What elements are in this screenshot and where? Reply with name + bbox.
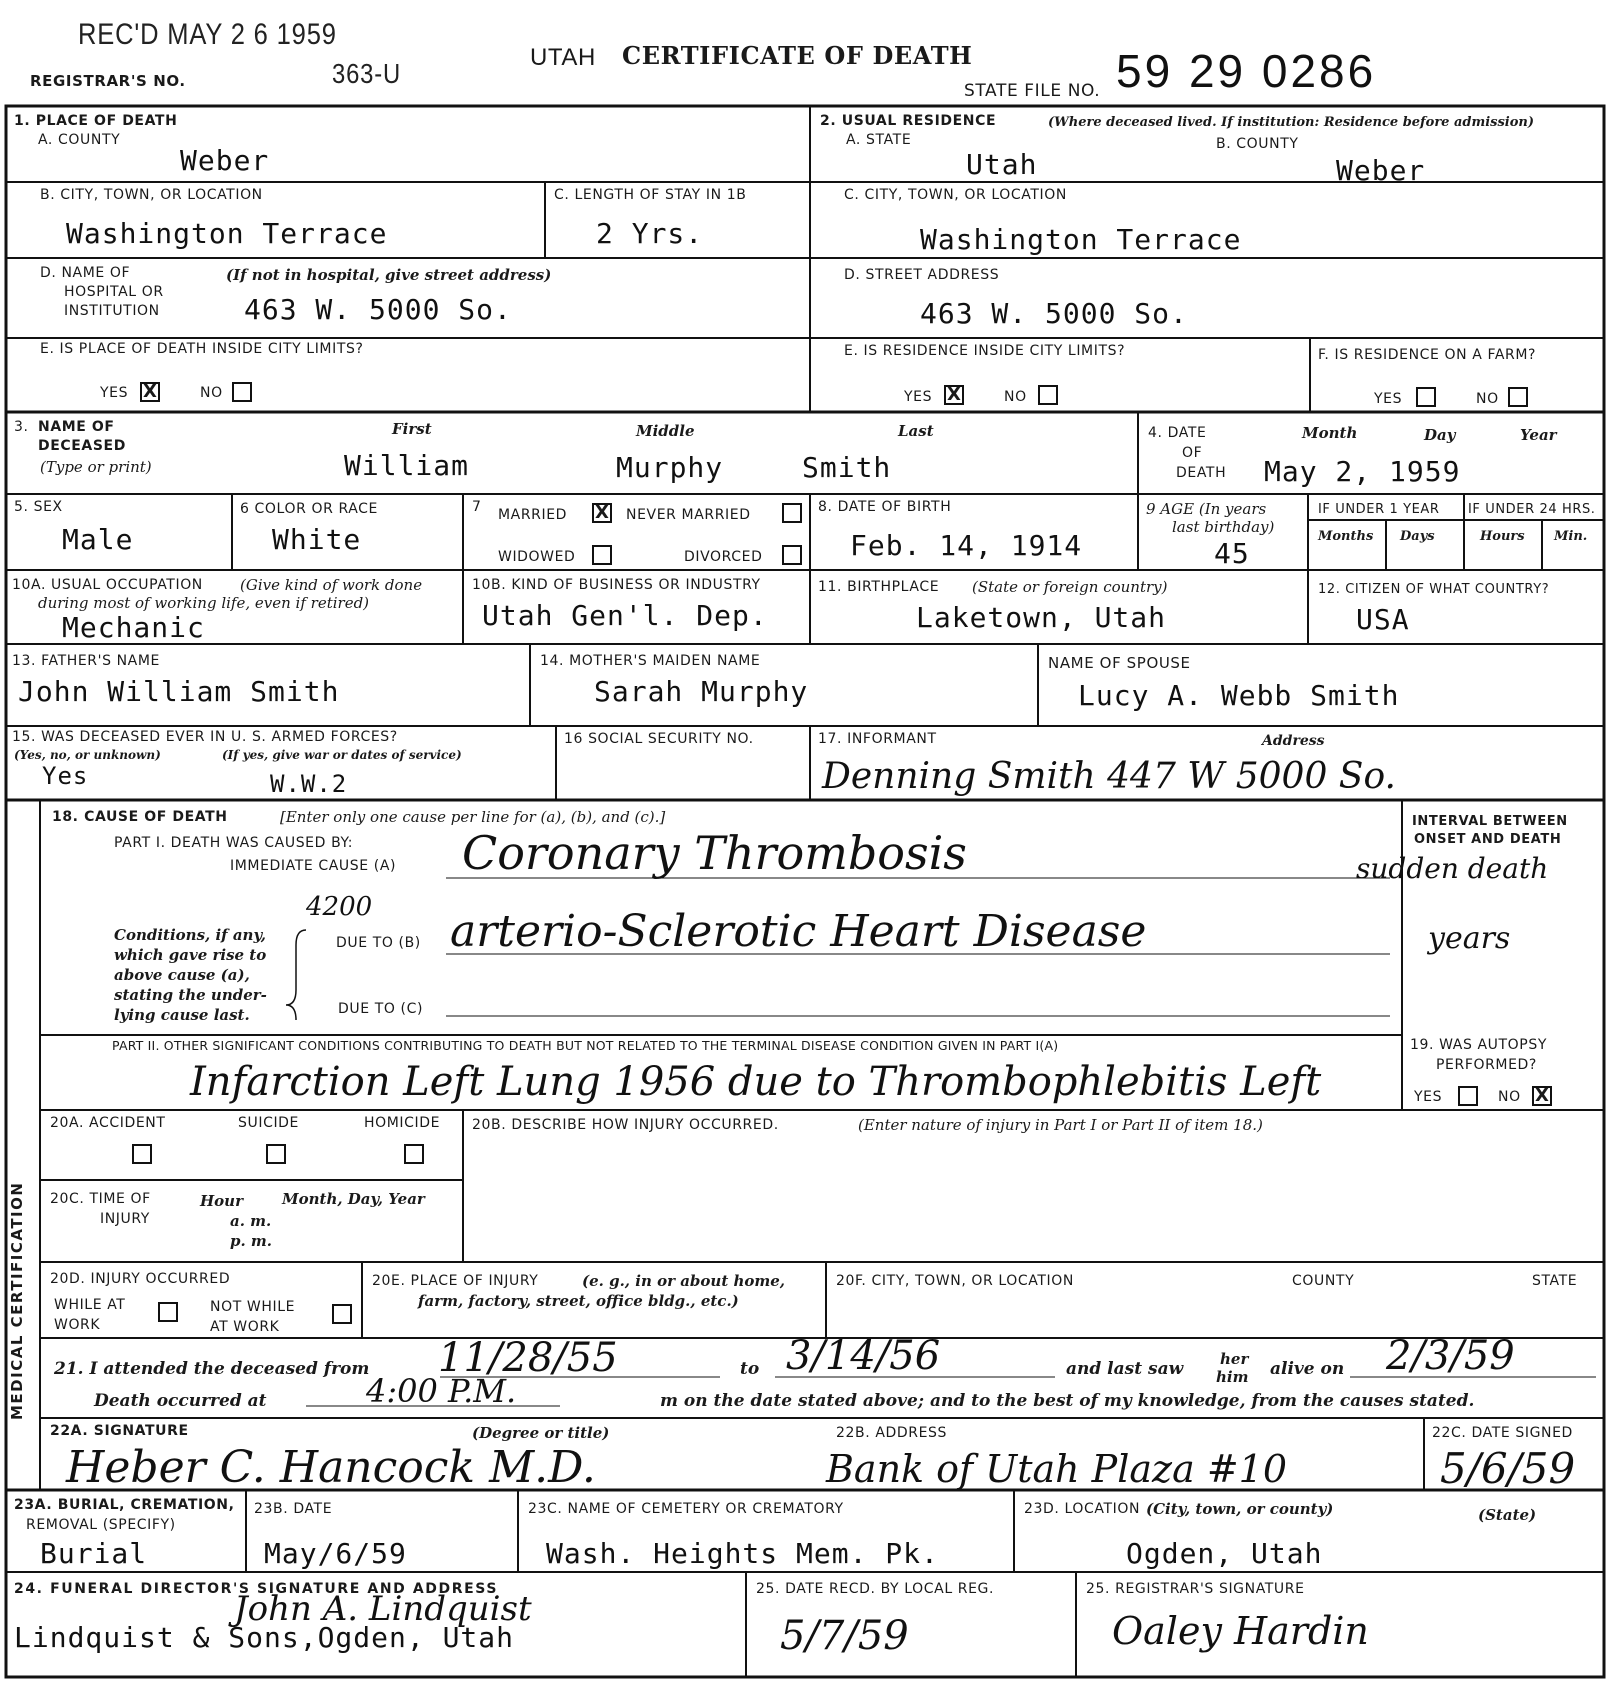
signer-address: Bank of Utah Plaza #10	[826, 1447, 1288, 1491]
first-name: William	[344, 449, 470, 482]
age-label-2: last birthday)	[1172, 518, 1275, 536]
autopsy-yes-checkbox[interactable]	[1458, 1086, 1478, 1106]
part-2-label: PART II. OTHER SIGNIFICANT CONDITIONS CONTRIBUTING TO DEATH BUT NOT RELATED TO THE TERMINAL DISEASE CONDITION GIVEN IN PART I(A)	[112, 1038, 1059, 1053]
time-of-injury-label-1: 20C. TIME OF	[50, 1191, 151, 1207]
date-signed-label: 22C. DATE SIGNED	[1432, 1425, 1573, 1441]
place-of-injury-label: 20E. PLACE OF INJURY	[372, 1273, 539, 1289]
her-label: her	[1220, 1350, 1249, 1368]
funeral-director-label: 24. FUNERAL DIRECTOR'S SIGNATURE AND ADDRESS	[14, 1581, 499, 1597]
cause-label: 18. CAUSE OF DEATH	[52, 809, 228, 825]
cemetery: Wash. Heights Mem. Pk.	[546, 1537, 939, 1570]
not-at-work-label-2: AT WORK	[210, 1319, 280, 1335]
race-label: 6 COLOR OR RACE	[240, 501, 378, 517]
conditions-4: stating the under-	[114, 986, 267, 1004]
residence-inside-limits-label: E. IS RESIDENCE INSIDE CITY LIMITS?	[844, 343, 1126, 359]
residence-street-label: D. STREET ADDRESS	[844, 267, 1000, 283]
death-city-label: B. CITY, TOWN, OR LOCATION	[40, 187, 263, 203]
attended-to-date: 3/14/56	[786, 1333, 941, 1379]
death-limits-yes-checkbox[interactable]: X	[140, 382, 160, 402]
minutes-label: Min.	[1554, 529, 1588, 544]
armed-forces-label: 15. WAS DECEASED EVER IN U. S. ARMED FORCES?	[12, 729, 398, 745]
last-name-label: Last	[898, 422, 934, 440]
local-reg-date: 5/7/59	[780, 1613, 909, 1659]
conditions-3: above cause (a),	[114, 966, 250, 984]
cause-note: [Enter only one cause per line for (a), (b), and (c).]	[280, 808, 666, 826]
describe-injury-label: 20B. DESCRIBE HOW INJURY OCCURRED.	[472, 1117, 779, 1133]
alive-on-label: alive on	[1270, 1359, 1345, 1379]
due-to-b: arterio-Sclerotic Heart Disease	[450, 906, 1147, 957]
hospital-label-2: HOSPITAL OR	[64, 284, 164, 300]
armed-forces: Yes	[42, 762, 89, 790]
divorced-label: DIVORCED	[684, 549, 763, 565]
while-at-work-label-2: WORK	[54, 1317, 101, 1333]
accident-label: 20A. ACCIDENT	[50, 1115, 166, 1131]
hospital-note: (If not in hospital, give street address)	[226, 266, 552, 284]
age-label-1: 9 AGE (In years	[1146, 500, 1267, 518]
am-label: a. m.	[230, 1212, 272, 1230]
registrar-no-label: REGISTRAR'S NO.	[30, 72, 186, 90]
under-1-year-label: IF UNDER 1 YEAR	[1318, 502, 1440, 517]
hours-label: Hours	[1480, 529, 1525, 544]
signer-address-label: 22B. ADDRESS	[836, 1425, 948, 1441]
year-label: Year	[1520, 426, 1557, 444]
residence-state-label: A. STATE	[846, 132, 912, 148]
day-label: Day	[1424, 426, 1456, 444]
citizen: USA	[1356, 603, 1410, 636]
pm-label: p. m.	[230, 1232, 273, 1250]
farm-no-label: NO	[1476, 391, 1499, 407]
ssn-label: 16 SOCIAL SECURITY NO.	[564, 731, 754, 747]
widowed-label: WIDOWED	[498, 549, 576, 565]
injury-date-label: Month, Day, Year	[282, 1190, 425, 1208]
date-of-death-label-1: 4. DATE	[1148, 425, 1207, 441]
injury-state-label: STATE	[1532, 1273, 1578, 1289]
date-of-death: May 2, 1959	[1264, 455, 1461, 488]
residence-limits-yes-checkbox[interactable]: X	[944, 385, 964, 405]
residence-limits-yes-label: YES	[904, 389, 933, 405]
residence-label: 2. USUAL RESIDENCE	[820, 113, 997, 129]
autopsy-no-label: NO	[1498, 1089, 1521, 1105]
suicide-checkbox[interactable]	[266, 1144, 286, 1164]
conditions-1: Conditions, if any,	[114, 926, 266, 944]
never-married-label: NEVER MARRIED	[626, 507, 751, 523]
received-stamp: REC'D MAY 2 6 1959	[78, 18, 337, 51]
married-label: MARRIED	[498, 507, 568, 523]
residence-county: Weber	[1336, 154, 1426, 187]
residence-state: Utah	[966, 148, 1038, 181]
registrar-no: 363-U	[332, 58, 402, 89]
due-to-b-label: DUE TO (B)	[336, 935, 421, 951]
signature-label: 22A. SIGNATURE	[50, 1423, 189, 1439]
hospital-label-1: D. NAME OF	[40, 265, 131, 281]
months-label: Months	[1318, 529, 1374, 544]
interval-label-2: ONSET AND DEATH	[1414, 832, 1562, 847]
funeral-director: Lindquist & Sons,Ogden, Utah	[14, 1621, 515, 1654]
days-label: Days	[1400, 529, 1435, 544]
while-at-work-checkbox[interactable]	[158, 1302, 178, 1322]
place-of-injury-note-2: farm, factory, street, office bldg., etc.)	[418, 1292, 739, 1310]
mother-name: Sarah Murphy	[594, 675, 809, 708]
hospital-address: 463 W. 5000 So.	[244, 293, 512, 326]
autopsy-label-1: 19. WAS AUTOPSY	[1410, 1037, 1547, 1053]
residence-street: 463 W. 5000 So.	[920, 297, 1188, 330]
age: 45	[1214, 537, 1250, 570]
farm-label: F. IS RESIDENCE ON A FARM?	[1318, 347, 1537, 363]
marital-num: 7	[472, 499, 482, 515]
month-label: Month	[1302, 424, 1358, 442]
title-state: UTAH	[530, 44, 596, 71]
stay-length: 2 Yrs.	[596, 217, 704, 250]
informant-address-label: Address	[1262, 733, 1325, 749]
burial-date: May/6/59	[264, 1537, 407, 1570]
state-file-number: 59 29 0286	[1116, 45, 1377, 97]
part-1-label: PART I. DEATH WAS CAUSED BY:	[114, 835, 354, 851]
date-signed: 5/6/59	[1440, 1444, 1576, 1493]
middle-name-label: Middle	[636, 422, 695, 440]
homicide-checkbox[interactable]	[404, 1144, 424, 1164]
cause-code: 4200	[306, 892, 373, 922]
burial-location-label: 23D. LOCATION	[1024, 1501, 1141, 1517]
accident-checkbox[interactable]	[132, 1144, 152, 1164]
under-24-hours-label: IF UNDER 24 HRS.	[1468, 502, 1596, 517]
sex: Male	[62, 523, 134, 556]
birthplace: Laketown, Utah	[916, 601, 1167, 634]
informant-handwritten: Denning Smith 447 W 5000 So.	[822, 756, 1396, 797]
death-county: Weber	[180, 144, 270, 177]
widowed-checkbox[interactable]	[592, 545, 612, 565]
name-num: 3.	[14, 419, 29, 435]
burial-location: Ogden, Utah	[1126, 1537, 1323, 1570]
injury-county-label: COUNTY	[1292, 1273, 1355, 1289]
immediate-cause-label: IMMEDIATE CAUSE (A)	[230, 858, 397, 874]
injury-city-label: 20F. CITY, TOWN, OR LOCATION	[836, 1273, 1074, 1289]
death-occurred-label: Death occurred at	[94, 1391, 267, 1411]
due-to-c-label: DUE TO (C)	[338, 1001, 424, 1017]
date-of-death-label-3: DEATH	[1176, 465, 1227, 481]
page-title: CERTIFICATE OF DEATH	[622, 41, 973, 70]
farm-yes-label: YES	[1374, 391, 1403, 407]
never-married-checkbox[interactable]	[782, 503, 802, 523]
burial-label-1: 23A. BURIAL, CREMATION,	[14, 1497, 235, 1513]
hour-label: Hour	[200, 1192, 243, 1210]
death-limits-no-label: NO	[200, 385, 223, 401]
death-county-label: A. COUNTY	[38, 132, 121, 148]
registrar-signature: Oaley Hardin	[1112, 1609, 1369, 1653]
death-statement: m on the date stated above; and to the best of my knowledge, from the causes stated.	[660, 1391, 1475, 1411]
death-inside-limits-label: E. IS PLACE OF DEATH INSIDE CITY LIMITS?	[40, 341, 364, 357]
physician-signature: Heber C. Hancock M.D.	[66, 1442, 596, 1493]
local-reg-date-label: 25. DATE RECD. BY LOCAL REG.	[756, 1581, 995, 1597]
occupation: Mechanic	[62, 611, 205, 644]
residence-limits-no-checkbox[interactable]	[1038, 385, 1058, 405]
interval-label-1: INTERVAL BETWEEN	[1412, 814, 1568, 829]
service-war: W.W.2	[270, 770, 348, 798]
last-saw-label: and last saw	[1066, 1359, 1184, 1379]
suicide-label: SUICIDE	[238, 1115, 299, 1131]
degree-label: (Degree or title)	[472, 1424, 610, 1442]
business-label: 10B. KIND OF BUSINESS OR INDUSTRY	[472, 577, 761, 593]
while-at-work-label-1: WHILE AT	[54, 1297, 126, 1313]
autopsy-no-checkbox[interactable]: X	[1532, 1086, 1552, 1106]
him-label: him	[1216, 1368, 1249, 1386]
occupation-label: 10A. USUAL OCCUPATION	[12, 577, 203, 593]
date-of-death-label-2: OF	[1182, 445, 1203, 461]
informant-label: 17. INFORMANT	[818, 731, 937, 747]
spouse-label: NAME OF SPOUSE	[1048, 654, 1191, 672]
birthplace-note: (State or foreign country)	[972, 578, 1168, 596]
death-limits-no-checkbox[interactable]	[232, 382, 252, 402]
stay-label: C. LENGTH OF STAY IN 1B	[554, 187, 747, 203]
armed-forces-note-1: (Yes, no, or unknown)	[14, 748, 161, 762]
registrar-signature-label: 25. REGISTRAR'S SIGNATURE	[1086, 1581, 1305, 1597]
burial-location-note: (City, town, or county)	[1146, 1500, 1334, 1518]
immediate-cause-interval: sudden death	[1356, 852, 1549, 885]
part-2-conditions: Infarction Left Lung 1956 due to Thrombophlebitis Left	[190, 1059, 1322, 1105]
burial-date-label: 23B. DATE	[254, 1501, 333, 1517]
residence-city: Washington Terrace	[920, 223, 1242, 256]
sex-label: 5. SEX	[14, 499, 63, 515]
father-name: John William Smith	[18, 675, 340, 708]
burial-label-2: REMOVAL (SPECIFY)	[26, 1517, 176, 1533]
death-time: 4:00 P.M.	[366, 1372, 517, 1410]
burial-type: Burial	[40, 1537, 148, 1570]
married-checkbox[interactable]: X	[592, 503, 612, 523]
mother-label: 14. MOTHER'S MAIDEN NAME	[540, 653, 761, 669]
death-limits-yes-label: YES	[100, 385, 129, 401]
middle-name: Murphy	[616, 451, 724, 484]
place-of-death-label: 1. PLACE OF DEATH	[14, 113, 178, 129]
not-at-work-checkbox[interactable]	[332, 1304, 352, 1324]
name-label-3: (Type or print)	[40, 458, 152, 476]
farm-no-checkbox[interactable]	[1508, 387, 1528, 407]
cemetery-label: 23C. NAME OF CEMETERY OR CREMATORY	[528, 1501, 844, 1517]
name-label-2: DECEASED	[38, 438, 126, 454]
race: White	[272, 523, 362, 556]
attended-label: 21. I attended the deceased from	[54, 1359, 370, 1379]
death-city: Washington Terrace	[66, 217, 388, 250]
autopsy-yes-label: YES	[1414, 1089, 1443, 1105]
place-of-injury-note-1: (e. g., in or about home,	[582, 1272, 786, 1290]
birthplace-label: 11. BIRTHPLACE	[818, 579, 940, 595]
conditions-2: which gave rise to	[114, 946, 267, 964]
spouse-name: Lucy A. Webb Smith	[1078, 679, 1400, 712]
dob-label: 8. DATE OF BIRTH	[818, 499, 952, 515]
residence-note: (Where deceased lived. If institution: Residence before admission)	[1048, 115, 1535, 130]
occupation-note-1: (Give kind of work done	[240, 576, 423, 594]
not-at-work-label-1: NOT WHILE	[210, 1299, 296, 1315]
due-to-b-interval: years	[1428, 921, 1511, 956]
autopsy-label-2: PERFORMED?	[1436, 1057, 1537, 1073]
first-name-label: First	[392, 420, 432, 438]
funeral-director-signature: John A. Lindquist	[234, 1589, 532, 1629]
residence-county-label: B. COUNTY	[1216, 136, 1299, 152]
business: Utah Gen'l. Dep.	[482, 599, 768, 632]
alive-on-date: 2/3/59	[1386, 1333, 1515, 1379]
immediate-cause: Coronary Thrombosis	[462, 826, 967, 880]
conditions-5: lying cause last.	[114, 1006, 250, 1024]
father-label: 13. FATHER'S NAME	[12, 653, 160, 669]
farm-yes-checkbox[interactable]	[1416, 387, 1436, 407]
time-of-injury-label-2: INJURY	[100, 1211, 150, 1227]
residence-limits-no-label: NO	[1004, 389, 1027, 405]
date-of-birth: Feb. 14, 1914	[850, 529, 1083, 562]
hospital-label-3: INSTITUTION	[64, 303, 160, 319]
occupation-note-2: during most of working life, even if retired)	[38, 594, 370, 612]
burial-state-note: (State)	[1478, 1506, 1537, 1524]
attended-from-date: 11/28/55	[438, 1335, 618, 1381]
injury-occurred-label: 20D. INJURY OCCURRED	[50, 1271, 231, 1287]
last-name: Smith	[802, 451, 892, 484]
citizen-label: 12. CITIZEN OF WHAT COUNTRY?	[1318, 582, 1550, 597]
state-file-label: STATE FILE NO.	[964, 81, 1101, 101]
medical-certification-label: MEDICAL CERTIFICATION	[8, 1181, 26, 1420]
name-label-1: NAME OF	[38, 419, 115, 435]
residence-city-label: C. CITY, TOWN, OR LOCATION	[844, 187, 1067, 203]
divorced-checkbox[interactable]	[782, 545, 802, 565]
armed-forces-note-2: (If yes, give war or dates of service)	[222, 748, 462, 762]
homicide-label: HOMICIDE	[364, 1115, 441, 1131]
describe-injury-note: (Enter nature of injury in Part I or Part II of item 18.)	[858, 1116, 1263, 1134]
attended-to-label: to	[740, 1359, 760, 1379]
